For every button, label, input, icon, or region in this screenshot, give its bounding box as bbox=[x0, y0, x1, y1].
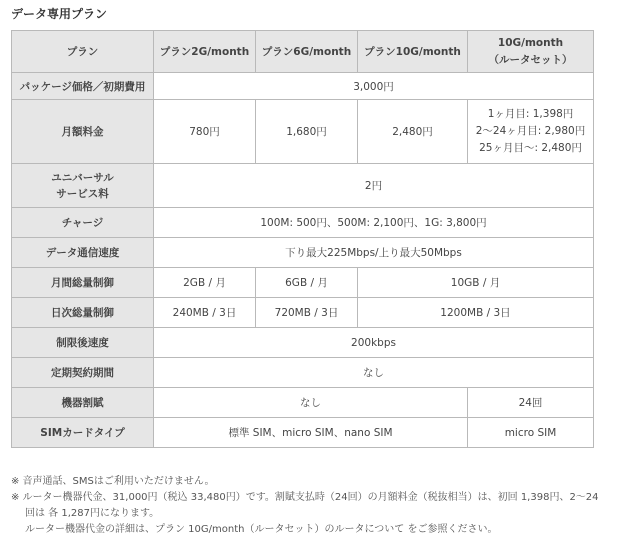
plan-comparison-table bbox=[11, 30, 594, 448]
row-label-universal-line2: サービス料 bbox=[56, 187, 109, 200]
installment-sim-plans: なし bbox=[154, 388, 468, 418]
header-plan: プラン bbox=[12, 31, 154, 73]
row-label-monthly-limit: 月間総量制御 bbox=[12, 268, 154, 298]
table-header-row bbox=[12, 31, 594, 73]
table-row bbox=[12, 358, 594, 388]
footnote-router-price: ※ ルーター機器代金、31,000円（税込 33,480円）です。割賦支払時（24回）の月額料金（税抜相当）は、初回 1,398円、2〜24 bbox=[11, 492, 599, 503]
footnote-router-price-cont: 回は 各 1,287円になります。 bbox=[25, 508, 160, 519]
header-plan-2g: プラン2G/month bbox=[154, 31, 256, 73]
table-row bbox=[12, 100, 594, 164]
monthly-fee-10g: 2,480円 bbox=[358, 100, 468, 164]
footnotes bbox=[11, 474, 631, 538]
monthly-fee-2g: 780円 bbox=[154, 100, 256, 164]
row-label-daily-limit: 日次総量制御 bbox=[12, 298, 154, 328]
installment-router: 24回 bbox=[468, 388, 594, 418]
universal-fee: 2円 bbox=[154, 164, 594, 208]
sim-type-router: micro SIM bbox=[468, 418, 594, 448]
monthly-limit-2g: 2GB / 月 bbox=[154, 268, 256, 298]
daily-limit-6g: 720MB / 3日 bbox=[256, 298, 358, 328]
row-label-throttled-speed: 制限後速度 bbox=[12, 328, 154, 358]
row-label-contract: 定期契約期間 bbox=[12, 358, 154, 388]
footnote-voice-sms: ※ 音声通話、SMSはご利用いただけません。 bbox=[11, 476, 215, 487]
contract-period: なし bbox=[154, 358, 594, 388]
row-label-charge: チャージ bbox=[12, 208, 154, 238]
monthly-limit-6g: 6GB / 月 bbox=[256, 268, 358, 298]
table-row bbox=[12, 388, 594, 418]
monthly-fee-6g: 1,680円 bbox=[256, 100, 358, 164]
table-row bbox=[12, 298, 594, 328]
page-title: データ専用プラン bbox=[11, 7, 108, 21]
row-label-universal-line1: ユニバーサル bbox=[51, 171, 114, 184]
table-row bbox=[12, 238, 594, 268]
daily-limit-10g: 1200MB / 3日 bbox=[358, 298, 594, 328]
row-label-speed: データ通信速度 bbox=[12, 238, 154, 268]
table-row bbox=[12, 73, 594, 100]
header-plan-10g-router-line1: 10G/month bbox=[497, 36, 564, 49]
row-label-package: パッケージ価格／初期費用 bbox=[12, 73, 154, 100]
monthly-limit-10g: 10GB / 月 bbox=[358, 268, 594, 298]
table-row bbox=[12, 164, 594, 208]
header-plan-10g: プラン10G/month bbox=[358, 31, 468, 73]
table-row bbox=[12, 208, 594, 238]
charge-prices: 100M: 500円、500M: 2,100円、1G: 3,800円 bbox=[154, 208, 594, 238]
throttled-speed: 200kbps bbox=[154, 328, 594, 358]
row-label-installment: 機器割賦 bbox=[12, 388, 154, 418]
monthly-fee-router-line2: 2〜24ヶ月目: 2,980円 bbox=[475, 125, 586, 137]
sim-type-sim-plans: 標準 SIM、micro SIM、nano SIM bbox=[154, 418, 468, 448]
row-label-universal bbox=[12, 164, 154, 208]
header-plan-10g-router bbox=[468, 31, 594, 73]
monthly-fee-router-line1: 1ヶ月目: 1,398円 bbox=[487, 108, 574, 120]
footnote-router-details: ルーター機器代金の詳細は、プラン 10G/month（ルータセット）のルータについて をご参照ください。 bbox=[25, 524, 498, 535]
row-label-sim-type: SIMカードタイプ bbox=[12, 418, 154, 448]
row-label-monthly-fee: 月額料金 bbox=[12, 100, 154, 164]
header-plan-6g: プラン6G/month bbox=[256, 31, 358, 73]
package-price: 3,000円 bbox=[154, 73, 594, 100]
monthly-fee-router bbox=[468, 100, 594, 164]
table-row bbox=[12, 328, 594, 358]
daily-limit-2g: 240MB / 3日 bbox=[154, 298, 256, 328]
table-row bbox=[12, 418, 594, 448]
monthly-fee-router-line3: 25ヶ月目〜: 2,480円 bbox=[479, 142, 582, 154]
header-plan-10g-router-line2: （ルータセット） bbox=[488, 53, 573, 66]
data-speed: 下り最大225Mbps/上り最大50Mbps bbox=[154, 238, 594, 268]
table-row bbox=[12, 268, 594, 298]
